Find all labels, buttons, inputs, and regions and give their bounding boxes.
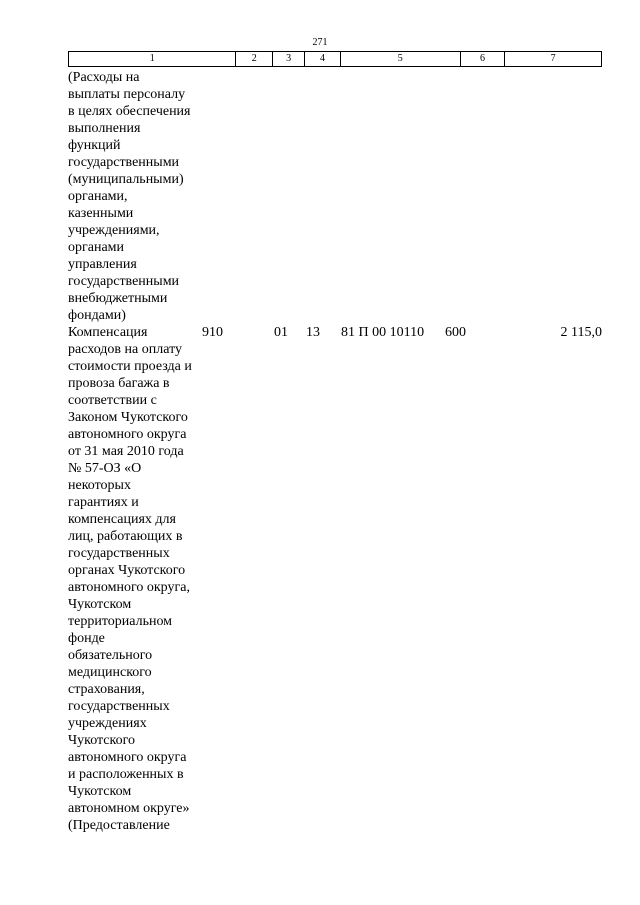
header-col-6: 6 xyxy=(461,52,506,66)
page-number: 271 xyxy=(312,37,328,48)
header-col-1: 1 xyxy=(69,52,236,66)
row-subsection: 13 xyxy=(306,325,320,340)
row-description: Компенсация расходов на оплату стоимости проезда и провоза багажа в соответствии с Законом Чукотского автономного округа от 31 мая 2010 года № 57-ОЗ «О некоторых гарантиях и компенсациях для лиц, работающих в государственных органах Чукотского автономного округа, Чукотском территориальном фонде обязательного медицинского страхования, государственных учреждениях Чукотского автономного округа и расположенных в Чукотском автономном округе» (Предоставление xyxy=(68,325,192,833)
header-col-4: 4 xyxy=(305,52,341,66)
header-col-7: 7 xyxy=(550,53,556,64)
header-col-2: 2 xyxy=(236,52,273,66)
header-col-5: 5 xyxy=(341,52,461,66)
row-code: 910 xyxy=(202,325,223,340)
row-target-article: 81 П 00 10110 xyxy=(341,325,425,340)
row-description: (Расходы на выплаты персоналу в целях обеспечения выполнения функций государственными (муниципальными) органами, казенными учреждениями, органами управления государственными внебюджетными фондами) xyxy=(68,70,191,323)
row-sum: 2 115,0 xyxy=(560,325,602,340)
row-expense-type: 600 xyxy=(445,325,466,340)
table-header xyxy=(68,51,602,67)
table-row xyxy=(68,324,602,834)
table-body xyxy=(68,69,602,834)
header-col-3: 3 xyxy=(273,52,305,66)
table-row xyxy=(68,69,602,324)
row-section: 01 xyxy=(274,325,288,340)
